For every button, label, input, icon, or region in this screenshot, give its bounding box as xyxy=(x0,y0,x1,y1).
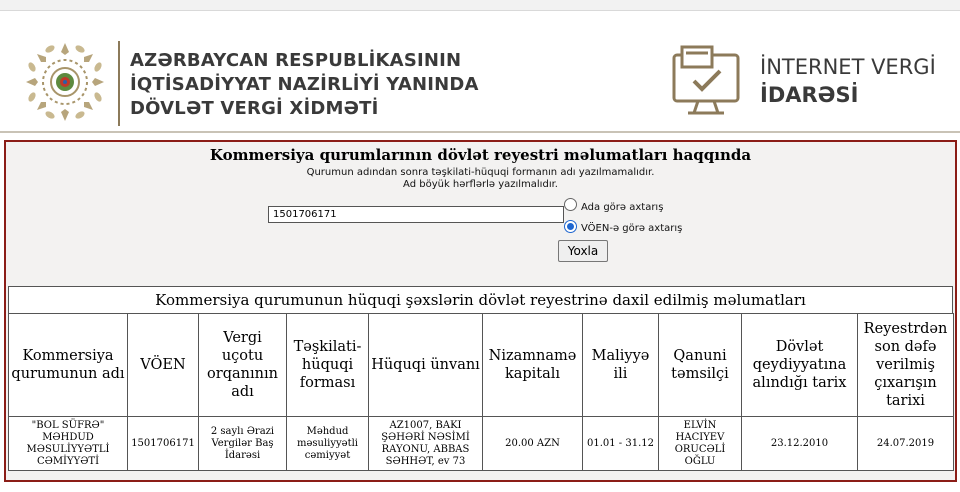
cell-extract-date: 24.07.2019 xyxy=(858,417,954,471)
radio-search-by-name-label[interactable]: Ada görə axtarış xyxy=(581,202,664,213)
header-divider xyxy=(118,41,120,126)
column-header: Hüquqi ünvanı xyxy=(369,314,483,417)
org-line-3: DÖVLƏT VERGİ XİDMƏTİ xyxy=(130,98,379,119)
org-line-1: AZƏRBAYCAN RESPUBLİKASININ xyxy=(130,50,462,71)
search-note-2: Ad böyük hərflərlə yazılmalıdır. xyxy=(403,179,558,190)
results-table xyxy=(8,313,954,471)
cell-tax-office: 2 saylı Ərazi Vergilər Baş İdarəsi xyxy=(199,417,287,471)
column-header: Vergi uçotu orqanının adı xyxy=(199,314,287,417)
column-header: Təşkilati-hüquqi forması xyxy=(287,314,369,417)
column-header: Dövlət qeydiyyatına alındığı tarix xyxy=(742,314,858,417)
cell-legal-representative: ELVİN HACIYEV ORUCƏLİ OĞLU xyxy=(659,417,742,471)
header-separator xyxy=(0,131,960,133)
cell-registration-date: 23.12.2010 xyxy=(742,417,858,471)
computer-check-icon xyxy=(668,43,744,119)
radio-search-by-voen[interactable] xyxy=(564,220,577,233)
org-line-2: İQTİSADİYYAT NAZİRLİYİ YANINDA xyxy=(130,74,479,95)
search-note-1: Qurumun adından sonra təşkilati-hüquqi formanın adı yazılmamalıdır. xyxy=(306,167,655,178)
cell-legal-form: Məhdud məsuliyyətli cəmiyyət xyxy=(287,417,369,471)
page-title: Kommersiya qurumlarının dövlət reyestri məlumatları haqqında xyxy=(209,146,752,164)
organization-name xyxy=(130,49,479,121)
cell-charter-capital: 20.00 AZN xyxy=(483,417,583,471)
brand-line-1: İNTERNET VERGİ xyxy=(760,55,936,79)
cell-voen: 1501706171 xyxy=(128,417,199,471)
column-header: Qanuni təmsilçi xyxy=(659,314,742,417)
state-emblem-icon xyxy=(22,39,108,125)
internet-tax-office-brand xyxy=(760,53,936,109)
column-header: Nizamnamə kapitalı xyxy=(483,314,583,417)
site-header xyxy=(0,11,960,136)
check-button[interactable]: Yoxla xyxy=(558,240,608,262)
results-title: Kommersiya qurumunun hüquqi şəxslərin dövlət reyestrinə daxil edilmiş məlumatları xyxy=(8,286,953,314)
cell-fiscal-year: 01.01 - 31.12 xyxy=(583,417,659,471)
table-row xyxy=(9,417,954,471)
registry-panel xyxy=(4,140,957,482)
brand-line-2: İDARƏSİ xyxy=(760,83,859,107)
cell-legal-address: AZ1007, BAKI ŞƏHƏRİ NƏSİMİ RAYONU, ABBAS SƏHHƏT, ev 73 xyxy=(369,417,483,471)
column-header: VÖEN xyxy=(128,314,199,417)
column-header: Maliyyə ili xyxy=(583,314,659,417)
search-input[interactable]: 1501706171 xyxy=(268,206,564,223)
column-header: Reyestrdən son dəfə verilmiş çıxarışın tarixi xyxy=(858,314,954,417)
cell-company-name: "BOL SÜFRƏ" MƏHDUD MƏSULİYYƏTLİ CƏMİYYƏTİ xyxy=(9,417,128,471)
radio-search-by-voen-label[interactable]: VÖEN-ə görə axtarış xyxy=(581,223,683,234)
radio-search-by-name[interactable] xyxy=(564,198,577,211)
search-form xyxy=(6,142,955,284)
column-header: Kommersiya qurumunun adı xyxy=(9,314,128,417)
top-strip xyxy=(0,0,960,11)
table-header-row xyxy=(9,314,954,417)
